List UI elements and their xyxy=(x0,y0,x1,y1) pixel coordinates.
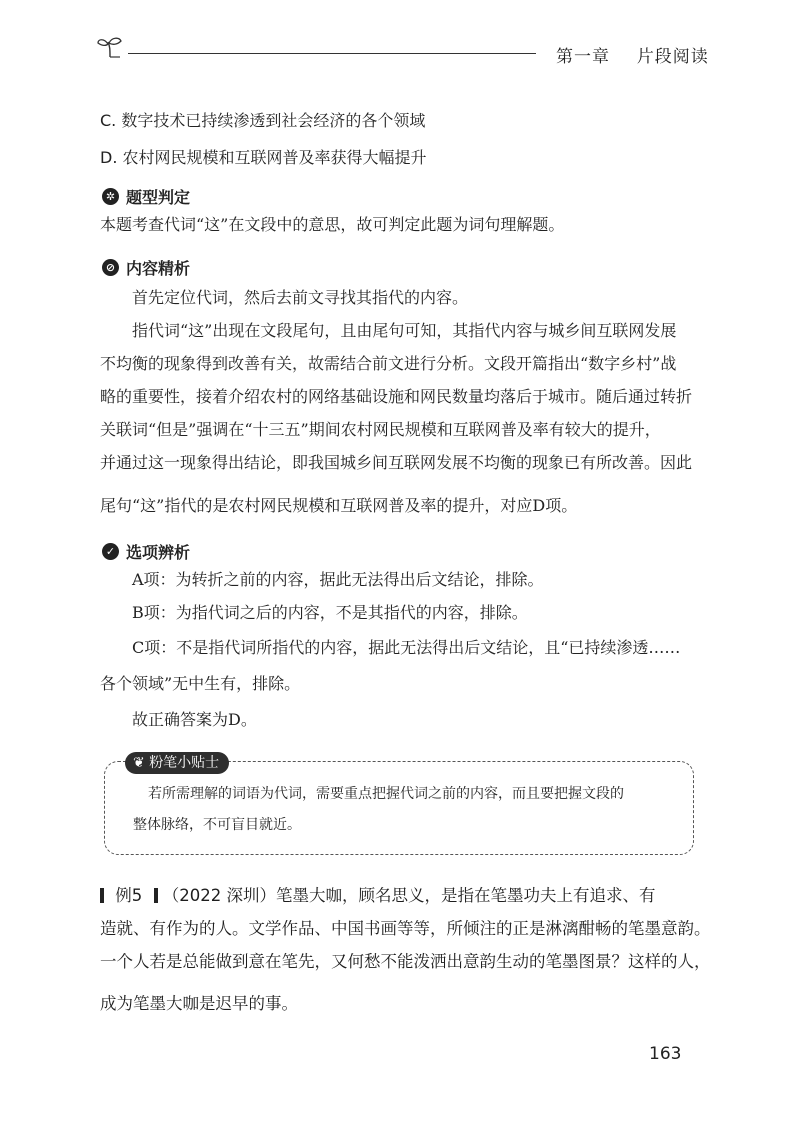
section-title: 题型判定 xyxy=(126,188,191,207)
tip-tag xyxy=(125,752,229,774)
section-title: 选项辨析 xyxy=(126,543,191,562)
section-label: 片段阅读 xyxy=(636,47,709,67)
section-heading-content xyxy=(102,256,190,279)
tip-line: 整体脉络，不可盲目就近。 xyxy=(133,817,301,833)
section-heading-options xyxy=(102,540,190,563)
lens-icon: ⊘ xyxy=(102,259,119,276)
option-analysis-a: A项：为转折之前的内容，据此无法得出后文结论，排除。 xyxy=(132,570,544,589)
tip-line: 若所需理解的词语为代词，需要重点把握代词之前的内容，而且要把握文段的 xyxy=(148,786,624,802)
content-line: 并通过这一现象得出结论，即我国城乡间互联网发展不均衡的现象已有所改善。因此 xyxy=(100,453,693,472)
label-bar xyxy=(100,888,104,903)
option-analysis-c: C项：不是指代词所指代的内容，据此无法得出后文结论，且“已持续渗透…… xyxy=(132,638,681,657)
gear-icon: ✲ xyxy=(102,188,119,205)
option-d: D. 农村网民规模和互联网普及率获得大幅提升 xyxy=(100,148,427,167)
example-text: （2022 深圳）笔墨大咖，顾名思义，是指在笔墨功夫上有追求、有 xyxy=(162,886,656,905)
header-rule xyxy=(128,53,536,54)
example-line xyxy=(100,882,656,906)
section-title: 内容精析 xyxy=(126,259,191,278)
content-line: 首先定位代词，然后去前文寻找其指代的内容。 xyxy=(132,288,469,307)
content-line: 尾句“这”指代的是农村网民规模和互联网普及率的提升，对应D项。 xyxy=(100,496,578,515)
example-line: 一个人若是总能做到意在笔先，又何愁不能泼洒出意韵生动的笔墨图景？这样的人， xyxy=(100,952,711,971)
content-line: 指代词“这”出现在文段尾句，且由尾句可知，其指代内容与城乡间互联网发展 xyxy=(132,321,677,340)
option-analysis-b: B项：为指代词之后的内容，不是其指代的内容，排除。 xyxy=(132,603,528,622)
example-line: 成为笔墨大咖是迟早的事。 xyxy=(100,994,298,1013)
sprout-icon xyxy=(96,36,124,62)
content-line: 略的重要性，接着介绍农村的网络基础设施和网民数量均落后于城市。随后通过转折 xyxy=(100,387,693,406)
content-line: 关联词“但是”强调在“十三五”期间农村网民规模和互联网普及率有较大的提升， xyxy=(100,420,661,439)
sprout-icon: ❦ xyxy=(133,755,145,771)
type-text: 本题考查代词“这”在文段中的意思，故可判定此题为词句理解题。 xyxy=(100,215,565,234)
option-c: C. 数字技术已持续渗透到社会经济的各个领域 xyxy=(100,111,426,130)
tip-box xyxy=(104,761,694,855)
check-circle-icon: ✓ xyxy=(102,543,119,560)
chapter-header xyxy=(556,42,709,67)
page-number: 163 xyxy=(649,1044,682,1064)
tip-label: 粉笔小贴士 xyxy=(149,755,220,771)
example-line: 造就、有作为的人。文学作品、中国书画等等，所倾注的正是淋漓酣畅的笔墨意韵。 xyxy=(100,919,711,938)
label-bar xyxy=(154,888,158,903)
answer-line: 故正确答案为D。 xyxy=(132,710,257,729)
chapter-label: 第一章 xyxy=(556,47,610,67)
section-heading-type xyxy=(102,185,190,208)
content-line: 不均衡的现象得到改善有关，故需结合前文进行分析。文段开篇指出“数字乡村”战 xyxy=(100,354,677,373)
example-label: 例5 xyxy=(115,886,143,905)
option-analysis-c-cont: 各个领域”无中生有，排除。 xyxy=(100,674,301,693)
